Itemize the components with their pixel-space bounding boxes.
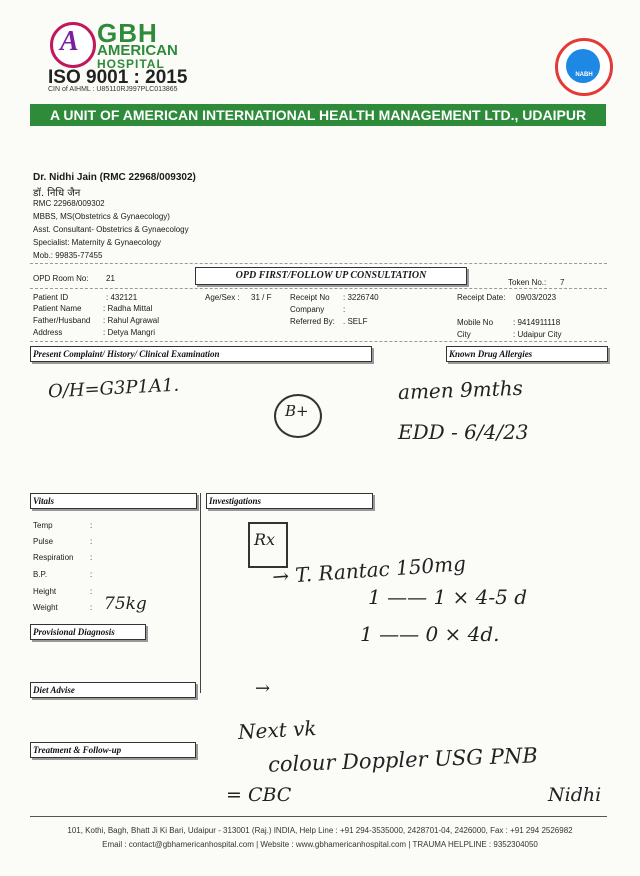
- divider: [30, 263, 607, 264]
- doctor-role: Asst. Consultant- Obstetrics & Gynaecology: [33, 225, 189, 234]
- vital-value: :: [90, 537, 93, 546]
- receipt-date-label: Receipt Date:: [457, 293, 506, 302]
- mobile-value: : 9414911118: [513, 318, 561, 327]
- handwritten-weight: 75kg: [104, 594, 147, 614]
- logo-letter-icon: A: [60, 26, 79, 57]
- city-label: City: [457, 330, 471, 339]
- agesex-label: Age/Sex :: [205, 293, 240, 302]
- handwritten-cbc: = CBC: [226, 784, 292, 806]
- vital-value: :: [90, 603, 93, 612]
- nabh-label: NABH: [575, 72, 593, 78]
- room-number: 21: [106, 274, 115, 283]
- doctor-specialty: Specialist: Maternity & Gynaecology: [33, 238, 162, 247]
- consultation-title-box: [195, 267, 467, 285]
- referred-value: . SELF: [343, 317, 368, 326]
- vital-label: B.P.: [33, 570, 48, 579]
- vital-label: Respiration: [33, 553, 74, 562]
- patient-id-label: Patient ID: [33, 293, 69, 302]
- column-divider: [200, 493, 201, 693]
- treatment-heading: Treatment & Follow-up: [33, 745, 122, 755]
- footer-divider: [30, 816, 607, 817]
- divider: [30, 288, 607, 289]
- vital-value: :: [90, 553, 93, 562]
- referred-label: Referred By:: [290, 317, 335, 326]
- patient-name: : Radha Mittal: [103, 304, 153, 313]
- patient-name-label: Patient Name: [33, 304, 82, 313]
- iso-cert: ISO 9001 : 2015: [48, 67, 188, 88]
- company-value: :: [343, 305, 346, 314]
- city-value: : Udaipur City: [513, 330, 562, 339]
- unit-banner: A UNIT OF AMERICAN INTERNATIONAL HEALTH MANAGEMENT LTD., UDAIPUR: [30, 104, 606, 126]
- address-label: Address: [33, 328, 63, 337]
- footer-address: 101, Kothi, Bagh, Bhatt Ji Ki Bari, Udaipur - 313001 (Raj.) INDIA, Help Line : +91 294-3535000, 2428701-04, 2426000, Fax : +91 294 2526982: [67, 826, 573, 835]
- allergy-section: [446, 346, 608, 362]
- footer-contact: Email : contact@gbhamericanhospital.com | Website : www.gbhamericanhospital.com | TRAUMA HELPLINE : 9352304050: [102, 840, 538, 849]
- receipt-label: Receipt No: [290, 293, 330, 302]
- patient-id: : 432121: [106, 293, 138, 302]
- handwritten-edd: EDD - 6/4/23: [398, 420, 529, 444]
- provisional-section: [30, 624, 146, 640]
- handwritten-medication: → T. Rantac 150mg: [271, 551, 467, 589]
- agesex-value: 31 / F: [251, 293, 272, 302]
- complaint-section: [30, 346, 372, 362]
- address-value: : Detya Mangri: [103, 328, 156, 337]
- father-label: Father/Husband: [33, 316, 91, 325]
- vital-value: :: [90, 521, 93, 530]
- diet-section: [30, 682, 196, 698]
- divider: [30, 341, 607, 342]
- doctor-name-hindi: डॉ. निधि जैन: [33, 188, 81, 199]
- handwritten-complaint: O/H=G3P1A1.: [47, 374, 180, 403]
- complaint-heading: Present Complaint/ History/ Clinical Examination: [33, 349, 220, 359]
- doctor-mobile: Mob.: 99835-77455: [33, 251, 103, 260]
- brand-sub: AMERICAN: [97, 42, 178, 59]
- father-name: : Rahul Agrawal: [103, 316, 160, 325]
- allergy-heading: Known Drug Allergies: [449, 349, 533, 359]
- token-label: Token No.:: [508, 278, 547, 287]
- consultation-title: OPD FIRST/FOLLOW UP CONSULTATION: [235, 270, 427, 281]
- treatment-section: [30, 742, 196, 758]
- rx-icon: Rx: [254, 530, 276, 549]
- vital-label: Height: [33, 587, 57, 596]
- vital-label: Weight: [33, 603, 58, 612]
- mobile-label: Mobile No: [457, 318, 494, 327]
- doctor-degree: MBBS, MS(Obstetrics & Gynaecology): [33, 212, 170, 221]
- handwritten-dosage: 1 —— 1 × 4-5 d: [368, 585, 528, 609]
- vital-label: Pulse: [33, 537, 54, 546]
- receipt-value: : 3226740: [343, 293, 379, 302]
- vital-label: Temp: [33, 521, 53, 530]
- cin-number: CIN of AIHML : U85110RJ997PLC013865: [48, 86, 178, 93]
- brand-name: GBH: [97, 18, 158, 48]
- handwritten-blood-group: B+: [285, 402, 309, 420]
- doctor-name: Dr. Nidhi Jain (RMC 22968/009302): [33, 172, 196, 183]
- provisional-heading: Provisional Diagnosis: [33, 627, 115, 637]
- token-number: 7: [560, 278, 565, 287]
- handwritten-amenorrhea: amen 9mths: [397, 375, 524, 405]
- vitals-section: [30, 493, 197, 509]
- doctor-signature: Nidhi: [548, 784, 602, 806]
- diet-heading: Diet Advise: [33, 685, 75, 695]
- vital-value: :: [90, 570, 93, 579]
- handwritten-dosage: 1 —— 0 × 4d.: [360, 622, 500, 646]
- company-label: Company: [290, 305, 325, 314]
- investigations-heading: Investigations: [209, 496, 262, 506]
- brand-hospital: HOSPITAL: [97, 57, 165, 71]
- vitals-heading: Vitals: [33, 496, 55, 506]
- investigations-section: [206, 493, 373, 509]
- doctor-rmc: RMC 22968/009302: [33, 199, 105, 208]
- receipt-date: 09/03/2023: [516, 293, 557, 302]
- room-label: OPD Room No:: [33, 274, 89, 283]
- vital-value: :: [90, 587, 93, 596]
- handwritten-investigation: colour Doppler USG PNB: [267, 743, 539, 777]
- handwritten-next-visit: Next vk: [237, 715, 318, 745]
- handwritten-diet-arrow: →: [255, 678, 271, 699]
